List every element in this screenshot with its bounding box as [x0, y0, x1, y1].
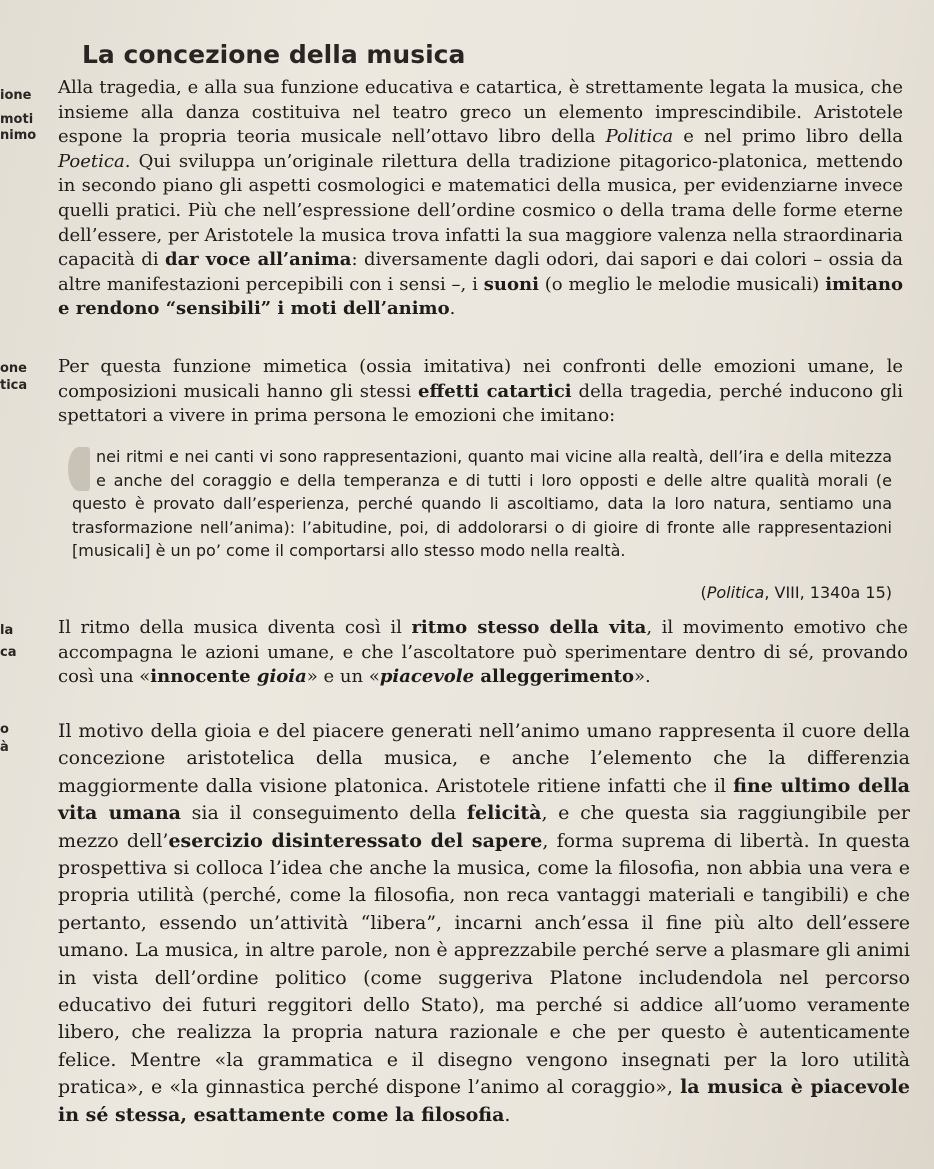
margin-label: o — [0, 722, 9, 737]
margin-label: nimo — [0, 128, 37, 143]
quote-citation: (Politica, VIII, 1340a 15) — [700, 583, 892, 602]
margin-label: ione — [0, 88, 32, 103]
section-title: La concezione della musica — [82, 40, 466, 69]
paragraph-intro: Alla tragedia, e alla sua funzione educativa e catartica, è strettamente legata la musica, che insieme alla danza costituiva nel teatro greco un elemento imprescindibile. Aristotele espone la propria teoria musicale nell’ottavo libro della Politica e nel primo libro della Poetica. Qui sviluppa un’originale rilettura della tradizione pitagorico-platonica, mettendo in secondo piano gli aspetti cosmologici e matematici della musica, per evidenziarne invece quelli pratici. Più che nell’espressione dell’ordine cosmico o della trama delle forme eterne dell’essere, per Aristotele la musica trova infatti la sua maggiore valenza nella straordinaria capacità di dar voce all’anima: diversamente dagli odori, dai sapori e dai colori – ossia da altre manifestazioni percepibili con i sensi –, i suoni (o meglio le melodie musicali) imitano e rendono “sensibili” i moti dell’animo. — [58, 77, 903, 320]
margin-label: la — [0, 623, 14, 638]
quote-mark-icon — [68, 447, 90, 491]
margin-label: tica — [0, 378, 28, 393]
paragraph-joy-and-pleasure: Il motivo della gioia e del piacere generati nell’animo umano rappresenta il cuore della concezione aristotelica della musica, e anche l’elemento che la differenzia maggiormente dalla visione platonica. Aristotele ritiene infatti che il fine ultimo della vita umana sia il conseguimento della felicità, e che questa sia raggiungibile per mezzo dell’esercizio disinteressato del sapere, forma suprema di libertà. In questa prospettiva si colloca l’idea che anche la musica, come la filosofia, non abbia una vera e propria utilità (perché, come la filosofia, non reca vantaggi materiali e tangibili) e che pertanto, essendo un’attività “libera”, incarni anch’essa il fine più alto dell’essere umano. La musica, in altre parole, non è apprezzabile perché serve a plasmare gli animi in vista dell’ordine politico (come suggeriva Platone includendola nel percorso educativo dei futuri reggitori dello Stato), ma perché si addice all’uomo veramente libero, che realizza la propria natura razionale e che per questo è autenticamente felice. Mentre «la grammatica e il disegno vengono insegnati per la loro utilità pratica», e «la ginnastica perché dispone l’animo al coraggio», la musica è piacevole in sé stessa, esattamente come la filosofia. — [58, 720, 911, 1126]
paragraph-mimetic-function: Per questa funzione mimetica (ossia imitativa) nei confronti delle emozioni umane, le composizioni musicali hanno gli stessi effetti catartici della tragedia, perché inducono gli spettatori a vivere in prima persona le emozioni che imitano: — [58, 356, 904, 427]
margin-label: à — [0, 740, 9, 755]
margin-label: one — [0, 361, 28, 376]
margin-label: ca — [0, 645, 17, 660]
quotation: nei ritmi e nei canti vi sono rappresentazioni, quanto mai vicine alla realtà, dell’ira e della mitezza e anche del coraggio e della temperanza e di tutti i loro opposti e delle altre qualità morali (e questo è provato dall’esperienza, perché quando li ascoltiamo, data la loro natura, sentiamo una trasformazione nell’anima): l’abitudine, poi, di addolorarsi o di gioire di fronte alle rappresentazioni [musicali] è un po’ come il comportarsi allo stesso modo nella realtà. — [72, 445, 892, 563]
paragraph-rhythm: Il ritmo della musica diventa così il ritmo stesso della vita, il movimento emotivo che accompagna le azioni umane, e che l’ascoltatore può sperimentare dentro di sé, provando così una «innocente gioia» e un «piacevole alleggerimento». — [58, 617, 909, 688]
margin-label: moti — [0, 112, 34, 127]
